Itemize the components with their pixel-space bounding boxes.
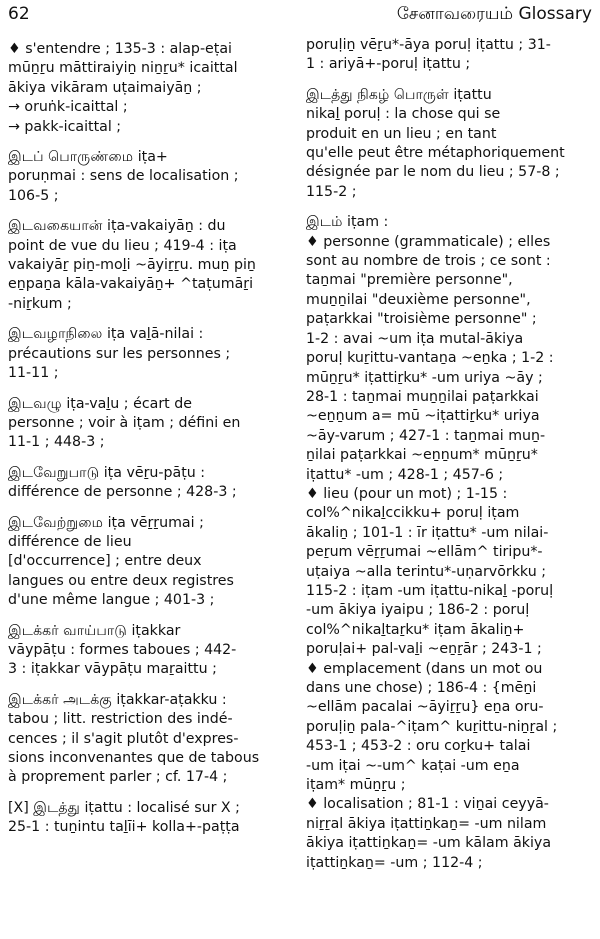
entry-line: இடக்கர் அடக்கு iṭakkar-aṭakku :	[8, 691, 227, 708]
page-number: 62	[8, 4, 30, 24]
entry-line: iṭattu* -um ; 428-1 ; 457-6 ;	[306, 466, 504, 483]
entry-line: -um ākiya iyaipu ; 186-2 : poruḷ	[306, 602, 530, 619]
entry-line: précautions sur les personnes ;	[8, 345, 231, 362]
entry-line: sions inconvenantes que de tabous	[8, 750, 260, 766]
entry-line: ṉilai paṭarkkai ~eṉṉum* mūṉṟu*	[306, 447, 538, 464]
entry-line: [X] இடத்து iṭattu : localisé sur X ;	[8, 799, 240, 816]
entry-line: 1-2 : avai ~um iṭa mutal-ākiya	[306, 330, 524, 347]
entry-itattu-continued	[306, 36, 594, 75]
entry-line: cences ; il s'agit plutôt d'expres-	[8, 730, 239, 747]
entry-line: paṭarkkai "troisième personne" ;	[306, 311, 537, 328]
entry-line: mūṉṟu māttiraiyiṉ niṉṟu* icaittal	[8, 60, 238, 77]
entry-line: இடவழாநிலை iṭa vaḻā-nilai :	[8, 326, 204, 343]
entry-line: 28-1 : taṉmai muṉṉilai paṭarkkai	[306, 388, 539, 405]
entry-line: 115-2 : iṭam -um iṭattu-nikaḻ -poruḷ	[306, 582, 554, 599]
entry-ita-verrumai	[8, 514, 293, 611]
sense-lieu	[306, 485, 594, 660]
entry-line: poruḷai+ pal-vaḻi ~eṉṟār ; 243-1 ;	[306, 641, 542, 658]
entry-line: eṉpaṉa kāla-vakaiyāṉ+ ^taṭumāṟi	[8, 276, 254, 293]
entry-line: col%^nikaḻtaṟku* iṭam ākaliṉ+	[306, 621, 525, 638]
entry-line: mūṉṟu* iṭattiṟku* -um uriya ~āy ;	[306, 369, 543, 386]
entry-line: ♦ localisation ; 81-1 : viṉai ceyyā-	[306, 796, 549, 813]
entry-itattu-nikal-porul	[306, 86, 594, 202]
entry-ita-valu	[8, 395, 293, 453]
entry-itattu	[8, 799, 293, 838]
entry-line: produit en un lieu ; en tant	[306, 125, 497, 142]
entry-line: 453-1 ; 453-2 : oru coṟku+ talai	[306, 738, 531, 755]
entry-line: personne ; voir à iṭam ; défini en	[8, 414, 241, 431]
entry-line: langues ou entre deux registres	[8, 572, 234, 589]
entry-line: இடக்கர் வாய்பாடு iṭakkar	[8, 622, 181, 639]
entry-itakkar-vaypatu	[8, 622, 293, 680]
entry-line: ~ellām pacalai ~āyiṟṟu} eṉa oru-	[306, 699, 544, 716]
entry-line: ākiya vikāram uṭaimaiyāṉ ;	[8, 79, 202, 96]
entry-line: point de vue du lieu ; 419-4 : iṭa	[8, 237, 237, 254]
entry-line: இடவேற்றுமை iṭa vēṟṟumai ;	[8, 514, 204, 531]
entry-ita-vakaiyan	[8, 217, 293, 314]
entry-line: nikaḻ poruḷ : la chose qui se	[306, 106, 501, 123]
entry-line: 115-2 ;	[306, 183, 357, 200]
entry-line: uṭaiya ~alla terintu*-uṇarvōrkku ;	[306, 563, 546, 580]
entry-headword: இடம் iṭam :	[306, 214, 389, 231]
entry-line: ~eṉṉum a= mū ~iṭattiṟku* uriya	[306, 408, 540, 425]
entry-line: → pakk-icaittal ;	[8, 118, 122, 135]
entry-line: ākiya iṭattiṉkaṉ= -um kālam ākiya	[306, 835, 552, 852]
entry-line: ♦ lieu (pour un mot) ; 1-15 :	[306, 485, 508, 502]
left-column	[8, 40, 293, 838]
entry-line: iṭattiṉkaṉ= -um ; 112-4 ;	[306, 854, 483, 871]
entry-line: poruḷ kuṟittu-vantaṉa ~eṉka ; 1-2 :	[306, 350, 554, 367]
sense-emplacement	[306, 660, 594, 796]
sense-localisation	[306, 795, 594, 873]
entry-line: taṉmai "première personne",	[306, 272, 513, 289]
entry-line: 25-1 : tuṉintu taḻīi+ kolla+-paṭṭa	[8, 819, 240, 836]
entry-line: d'une même langue ; 401-3 ;	[8, 592, 215, 609]
entry-line: sont au nombre de trois ; ce sont :	[306, 253, 551, 270]
entry-line: poruṇmai : sens de localisation ;	[8, 168, 239, 185]
entry-line: ♦ s'entendre ; 135-3 : alap-eṭai	[8, 41, 232, 57]
entry-line: niṟṟal ākiya iṭattiṉkaṉ= -um nilam	[306, 815, 547, 832]
entry-line: 106-5 ;	[8, 187, 59, 204]
running-title: சேனாவரையம் Glossary	[396, 4, 592, 24]
entry-ita-veru-patu	[8, 464, 293, 503]
entry-line: ākaliṉ ; 101-1 : īr iṭattu* -um nilai-	[306, 524, 549, 541]
entry-line: vāypāṭu : formes taboues ; 442-	[8, 641, 237, 658]
right-column	[306, 36, 594, 873]
entry-line: இடப் பொருண்மை iṭa+	[8, 149, 168, 166]
entry-line: 11-1 ; 448-3 ;	[8, 434, 105, 451]
entry-line: → oruṅk-icaittal ;	[8, 99, 128, 116]
entry-itakkar-atakku	[8, 691, 293, 788]
entry-line: -niṟkum ;	[8, 295, 72, 312]
entry-line: -um iṭai ~-um^ kaṭai -um eṉa	[306, 757, 520, 774]
entry-line: désignée par le nom du lieu ; 57-8 ;	[306, 164, 560, 181]
entry-line: இடத்து நிகழ் பொருள் iṭattu	[306, 86, 492, 103]
entry-line: muṉṉilai "deuxième personne",	[306, 291, 531, 308]
entry-line: poruḷiṉ vēṟu*-āya poruḷ iṭattu ; 31-	[306, 37, 551, 53]
entry-line: 3 : iṭakkar vāypāṭu maṟaittu ;	[8, 661, 217, 678]
entry-itam	[306, 213, 594, 873]
entry-line: qu'elle peut être métaphoriquement	[306, 145, 565, 162]
entry-line: à proprement parler ; cf. 17-4 ;	[8, 769, 228, 786]
entry-line: iṭam* mūṉṟu ;	[306, 777, 406, 794]
entry-line: [d'occurrence] ; entre deux	[8, 553, 202, 570]
entry-line: ♦ emplacement (dans un mot ou	[306, 660, 543, 677]
entry-line: poruḷiṉ pala-^iṭam^ kuṟittu-niṉṟal ;	[306, 718, 558, 735]
entry-ita-vala-nilai	[8, 325, 293, 383]
entry-line: இடவேறுபாடு iṭa vēṟu-pāṭu :	[8, 464, 206, 481]
entry-line: vakaiyāṟ piṉ-moḻi ~āyiṟṟu. muṉ piṉ	[8, 257, 256, 274]
entry-line: ~āy-varum ; 427-1 : taṉmai muṉ-	[306, 427, 546, 444]
entry-line: différence de personne ; 428-3 ;	[8, 484, 237, 501]
entry-line: peṟum vēṟṟumai ~ellām^ tiripu*-	[306, 544, 543, 561]
entry-line: இடவழு iṭa-vaḻu ; écart de	[8, 395, 192, 412]
entry-ita-porunmai	[8, 148, 293, 206]
page-header	[8, 2, 592, 28]
entry-line: இடவகையான் iṭa-vakaiyāṉ : du	[8, 218, 226, 235]
entry-line: tabou ; litt. restriction des indé-	[8, 711, 233, 728]
entry-line: différence de lieu	[8, 533, 132, 550]
entry-line: dans une chose) ; 186-4 : {mēṉi	[306, 680, 537, 696]
entry-line: 1 : ariyā+-poruḷ iṭattu ;	[306, 56, 471, 73]
sense-personne	[306, 233, 594, 485]
entry-line: 11-11 ;	[8, 365, 59, 382]
entry-line: col%^nikaḻccikku+ poruḷ iṭam	[306, 505, 520, 522]
entry-sentendre	[8, 40, 293, 137]
entry-line: ♦ personne (grammaticale) ; elles	[306, 233, 551, 250]
